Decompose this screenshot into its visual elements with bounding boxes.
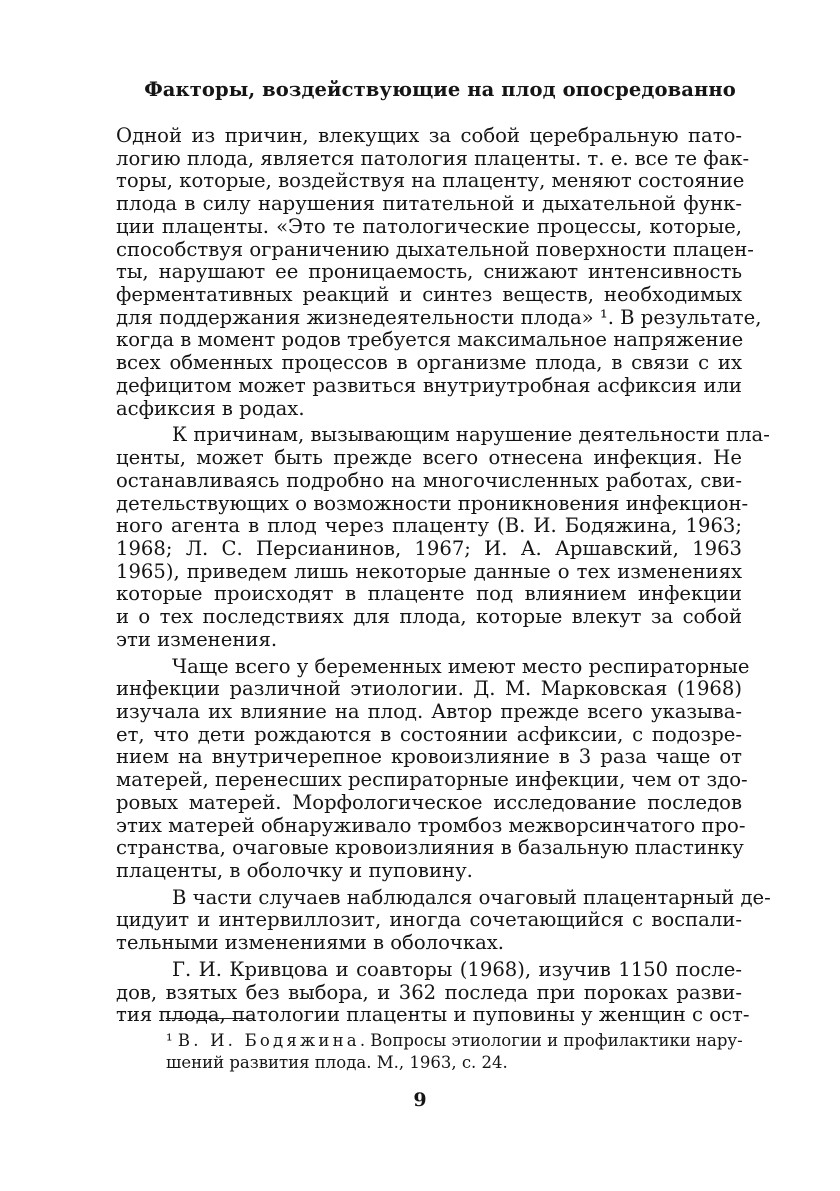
paragraph (116, 957, 750, 1027)
text-line: В части случаев наблюдался очаговый плацентарный де- (172, 885, 771, 909)
paragraph (116, 654, 750, 883)
text-line: которые происходят в плаценте под влиянием инфекции (116, 582, 742, 606)
text-line: этих матерей обнаруживало тромбоз межворсинчатого про- (116, 813, 746, 837)
text-line: инфекции различной этиологии. Д. М. Марковская (1968) (116, 677, 742, 701)
text-line: Г. И. Кривцова и соавторы (1968), изучив 1150 после- (172, 957, 742, 981)
text-line: 1965), приведем лишь некоторые данные о тех изменениях (116, 559, 742, 583)
text-line: ферментативных реакций и синтез веществ, необходимых (116, 283, 742, 307)
text-line: эти изменения. (116, 627, 278, 651)
body-text (116, 124, 771, 1027)
text-line: ции плаценты. «Это те патологические процессы, которые, (116, 214, 742, 238)
text-line: странства, очаговые кровоизлияния в базальную пластинку (116, 836, 744, 860)
footnote-text: . Вопросы этиологии и профилактики нару- (359, 1031, 743, 1050)
text-line: ты, нарушают ее проницаемость, снижают интенсивность (116, 260, 742, 284)
text-line: тия плода, патологии плаценты и пуповины у женщин с ост- (116, 1003, 750, 1027)
paragraph (116, 423, 770, 651)
footnote-line (166, 1030, 742, 1052)
text-line: способствуя ограничению дыхательной поверхности плацен- (116, 237, 754, 261)
text-line: логию плода, является патология плаценты. т. е. все те фак- (116, 146, 750, 170)
text-line: ного агента в плод через плаценту (В. И. Бодяжина, 1963; (116, 514, 742, 538)
footnote-marker: ¹ (166, 1031, 173, 1050)
footnote-line: шений развития плода. М., 1963, с. 24. (166, 1053, 508, 1072)
text-line: изучала их влияние на плод. Автор прежде всего указыва- (116, 699, 742, 723)
text-line: останавливаясь подробно на многочисленных работах, сви- (116, 468, 742, 492)
text-line: 1968; Л. С. Персианинов, 1967; И. А. Аршавский, 1963 (116, 536, 742, 560)
text-line: детельствующих о возможности проникновения инфекцион- (116, 491, 749, 515)
text-line: Чаще всего у беременных имеют место респираторные (172, 654, 750, 678)
text-line: асфиксия в родах. (116, 396, 305, 420)
section-heading: Факторы, воздействующие на плод опосредованно (144, 78, 736, 101)
text-line: ет, что дети рождаются в состоянии асфиксии, с подозре- (116, 722, 742, 746)
footnote-divider (166, 1018, 254, 1019)
text-line: Одной из причин, влекущих за собой церебральную пато- (116, 124, 742, 147)
paragraph (116, 885, 771, 955)
text-line: К причинам, вызывающим нарушение деятельности пла- (172, 423, 770, 447)
text-line: тельными изменениями в оболочках. (116, 931, 505, 955)
text-line: дов, взятых без выбора, и 362 последа при пороках разви- (116, 980, 742, 1004)
text-line: и о тех последствиях для плода, которые влекут за собой (116, 605, 742, 629)
paragraph (116, 124, 762, 420)
text-line: плаценты, в оболочку и пуповину. (116, 859, 473, 882)
text-line: центы, может быть прежде всего отнесена инфекция. Не (116, 446, 742, 470)
page-number: 9 (413, 1089, 427, 1111)
text-line: для поддержания жизнедеятельности плода» ¹. В результате, (116, 305, 762, 329)
text-line: нием на внутричерепное кровоизлияние в 3 раза чаще от (116, 745, 742, 769)
text-line: цидуит и интервиллозит, иногда сочетающийся с воспали- (116, 908, 742, 932)
text-line: матерей, перенесших респираторные инфекции, чем от здо- (116, 768, 748, 792)
text-line: ровых матерей. Морфологическое исследование последов (116, 790, 742, 814)
footnote (166, 1030, 742, 1074)
text-line: когда в момент родов требуется максимальное напряжение (116, 328, 744, 352)
text-line: дефицитом может развиться внутриутробная асфиксия или (116, 373, 742, 397)
text-line: всех обменных процессов в организме плода, в связи с их (116, 351, 742, 375)
text-line: торы, которые, воздействуя на плаценту, меняют состояние (116, 169, 745, 193)
text-line: плода в силу нарушения питательной и дыхательной функ- (116, 192, 742, 216)
footnote-author: В. И. Бодяжина (177, 1031, 360, 1050)
